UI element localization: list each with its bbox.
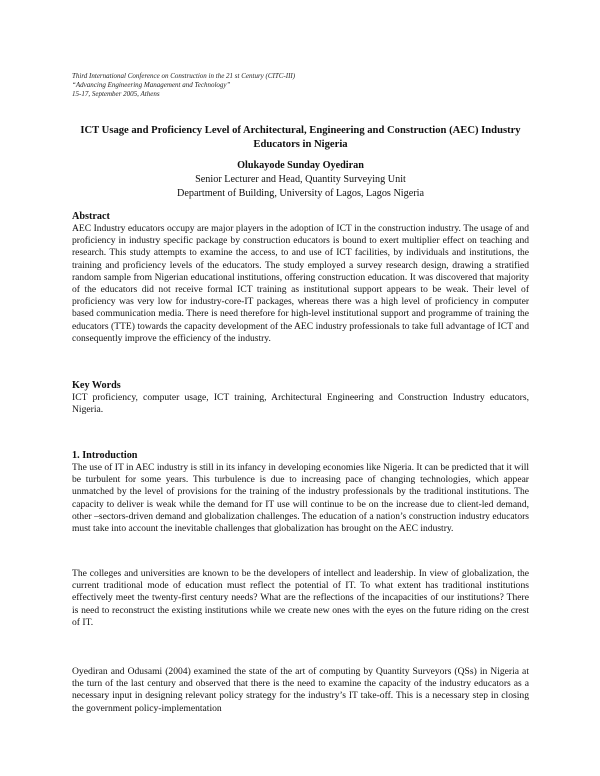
keywords-heading: Key Words (72, 380, 121, 391)
paper-title (72, 124, 529, 152)
introduction-paragraph-2: The colleges and universities are known to be the developers of intellect and leadership. In view of globalization, the current traditional mode of education must reflect the potential of IT. To what extent has traditional institutions effectively meet the twenty-first century needs? What are the reflections of the incapacities of our institutions? There is need to reconstruct the existing institutions while we create new ones with the eyes on the future riding on the crest of IT. (72, 568, 529, 628)
introduction-heading: 1. Introduction (72, 450, 138, 461)
author-affiliation: Department of Building, University of Lagos, Lagos Nigeria (177, 188, 424, 199)
introduction-paragraph-1: The use of IT in AEC industry is still in its infancy in developing economies like Nigeria. It can be predicted that it will be turbulent for some years. This turbulence is due to increasing pace of changing technologies, which appear unmatched by the level of provisions for the training of the industry professionals by the traditional institutions. The capacity to deliver is weak while the demand for IT use will continue to be on the increase due to client-led demand, other –sectors-driven demand and globalization challenges. The education of a nation’s construction industry educators must take into account the inevitable challenges that globalization has brought on the AEC industry. (72, 462, 529, 535)
introduction-paragraph-3: Oyediran and Odusami (2004) examined the state of the art of computing by Quantity Surveyors (QSs) in Nigeria at the turn of the last century and observed that there is the need to examine the capacity of the industry educators as a necessary input in designing relevant policy strategy for the industry’s IT take-off. This is a necessary step in closing the government policy-implementation (72, 666, 529, 714)
conference-header-line-2: “Advancing Engineering Management and Technology” (72, 81, 231, 89)
keywords-text: ICT proficiency, computer usage, ICT training, Architectural Engineering and Construction Industry educators, Nigeria. (72, 392, 529, 416)
abstract-text: AEC Industry educators occupy are major players in the adoption of ICT in the construction industry. The usage of and proficiency in industry specific package by construction educators is bound to exert multiplier effect on teaching and research. This study attempts to examine the access, to and use of ICT facilities, by individuals and institutions, the training and proficiency levels of the educators. The study employed a survey research design, drawing a stratified random sample from Nigerian educational institutions, offering construction education. It was discovered that majority of the educators did not receive formal ICT training as institutional support appears to be weak. Their level of proficiency was very low for industry-core-IT packages, whereas there was a high level of proficiency in computer based communication media. There is need therefore for high-level institutional support and programme of training the educators (TTE) towards the capacity development of the AEC industry professionals to take full advantage of ICT and consequently improve the efficiency of the industry. (72, 223, 529, 344)
conference-header-line-3: 15-17, September 2005, Athens (72, 90, 160, 98)
paper-title-line-1: ICT Usage and Proficiency Level of Architectural, Engineering and Construction (AEC) Industry (80, 125, 521, 136)
author-block (72, 159, 529, 201)
conference-header (72, 72, 295, 99)
author-name: Olukayode Sunday Oyediran (237, 160, 364, 171)
conference-header-line-1: Third International Conference on Construction in the 21 st Century (CITC-III) (72, 72, 296, 80)
paper-title-line-2: Educators in Nigeria (253, 139, 348, 150)
author-position: Senior Lecturer and Head, Quantity Surveying Unit (195, 174, 406, 185)
abstract-heading: Abstract (72, 211, 110, 222)
